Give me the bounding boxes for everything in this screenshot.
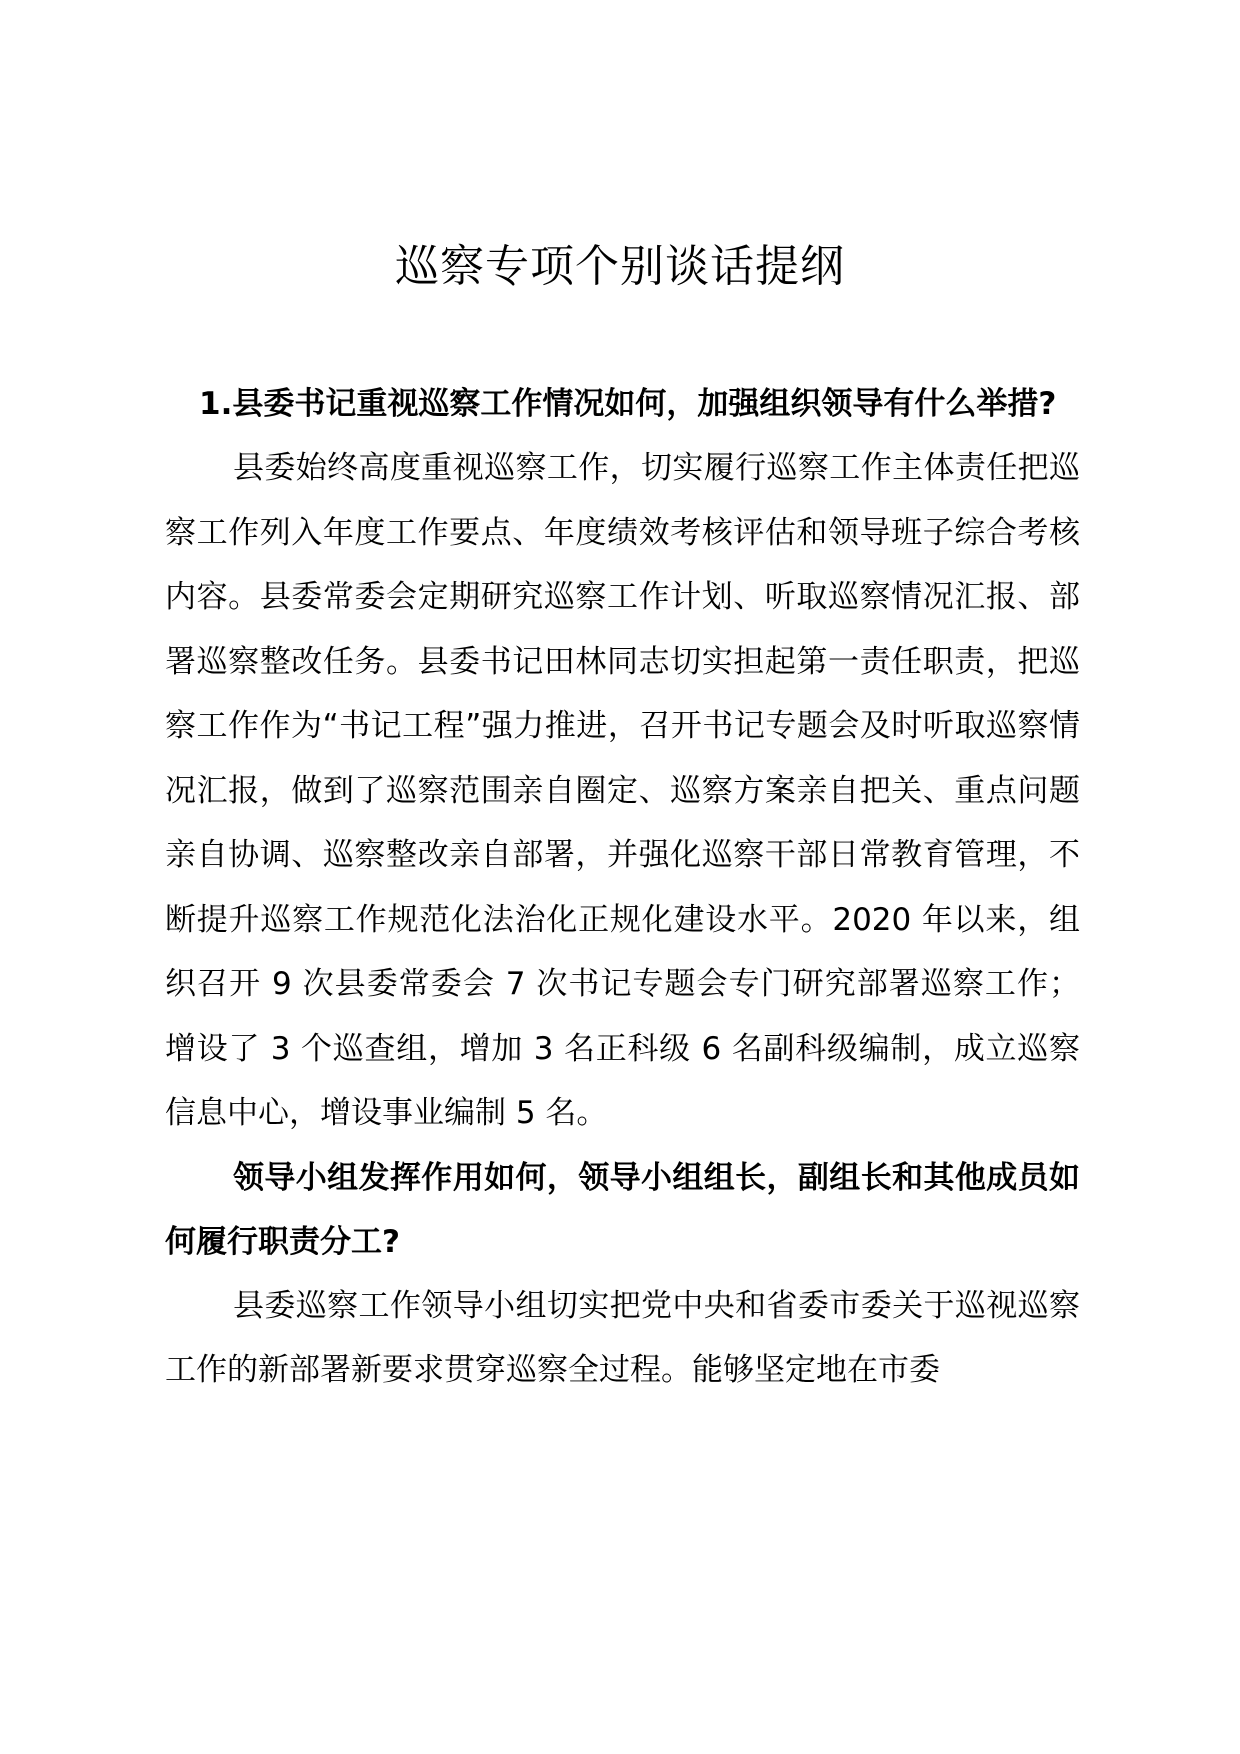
question-2: 领导小组发挥作用如何，领导小组组长，副组长和其他成员如何履行职责分工? [165, 1159, 1080, 1260]
question-1: 1.县委书记重视巡察工作情况如何，加强组织领导有什么举措? [199, 386, 1057, 422]
answer-1: 县委始终高度重视巡察工作，切实履行巡察工作主体责任把巡察工作列入年度工作要点、年度绩效考核评估和领导班子综合考核内容。县委常委会定期研究巡察工作计划、听取巡察情况汇报、部署巡察整改任务。县委书记田林同志切实担起第一责任职责，把巡察工作作为“书记工程”强力推进，召开书记专题会及时听取巡察情况汇报，做到了巡察范围亲自圈定、巡察方案亲自把关、重点问题亲自协调、巡察整改亲自部署，并强化巡察干部日常教育管理，不断提升巡察工作规范化法治化正规化建设水平。2020 年以来，组织召开 9 次县委常委会 7 次书记专题会专门研究部署巡察工作；增设了 3 个巡查组，增加 3 名正科级 6 名副科级编制，成立巡察信息中心，增设事业编制 5 名。 [165, 450, 1080, 1131]
document-body [165, 372, 1080, 1403]
document-title: 巡察专项个别谈话提纲 [395, 241, 845, 292]
answer-2: 县委巡察工作领导小组切实把党中央和省委市委关于巡视巡察工作的新部署新要求贯穿巡察全过程。能够坚定地在市委 [165, 1287, 1080, 1388]
